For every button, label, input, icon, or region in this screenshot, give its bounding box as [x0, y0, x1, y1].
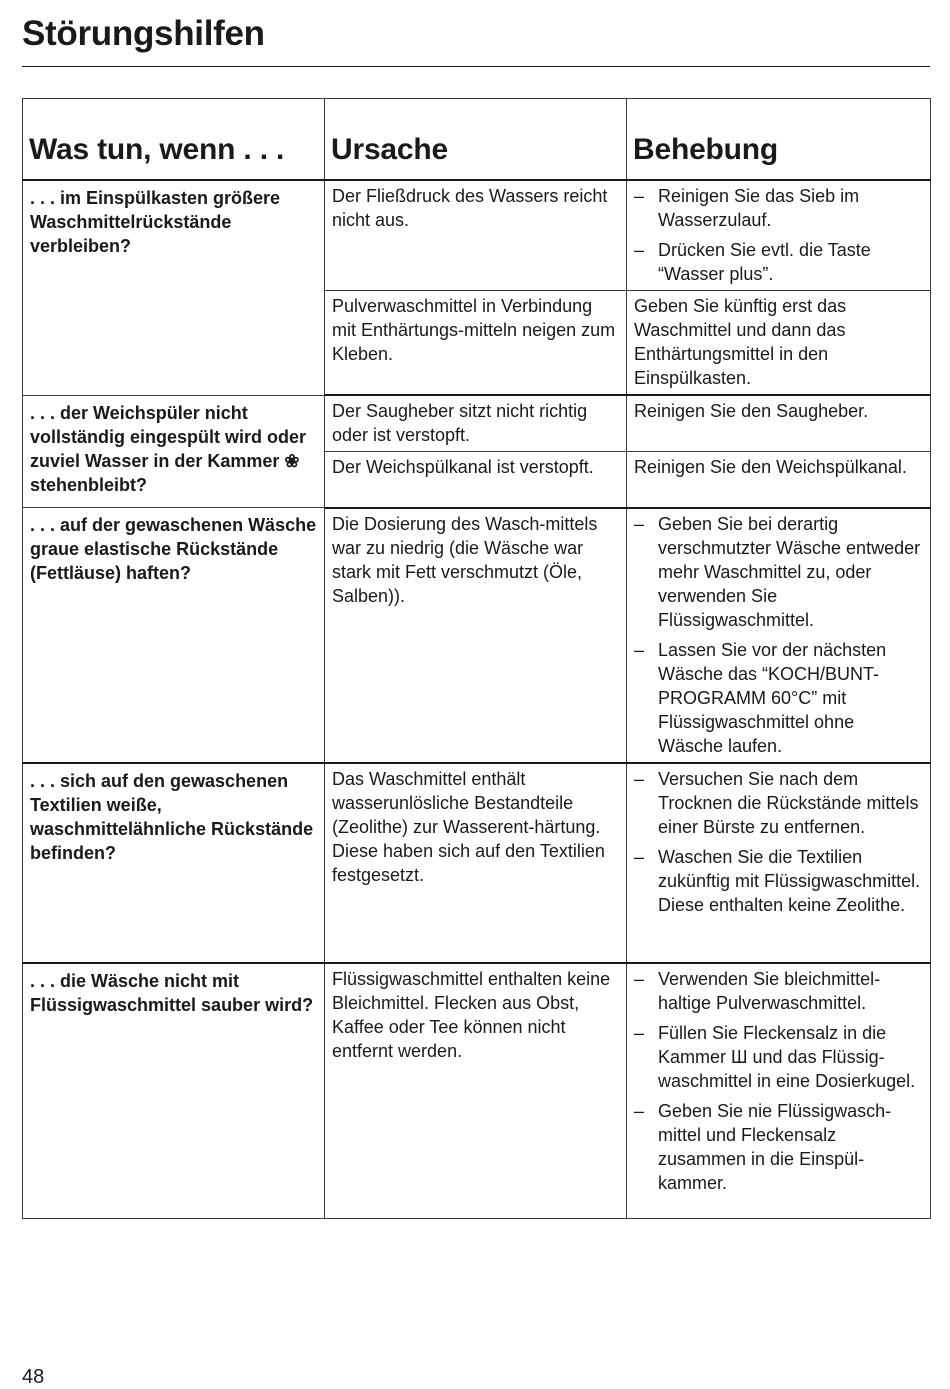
fix-list-item	[634, 1021, 924, 1093]
fix-cell	[627, 395, 931, 452]
page-number: 48	[22, 1366, 45, 1388]
cause-cell: Der Weichspülkanal ist verstopft.	[325, 452, 627, 508]
table-row	[23, 763, 931, 963]
fix-text: Geben Sie bei derartig verschmutzter Wäsche entweder mehr Waschmittel zu, oder verwenden Sie Flüssigwaschmittel.	[658, 513, 921, 630]
header-fix-label: Behebung	[633, 133, 779, 166]
fix-cell	[627, 508, 931, 763]
troubleshooting-table	[22, 98, 931, 1219]
table-row	[23, 508, 931, 763]
dash-bullet-icon: –	[634, 846, 645, 867]
header-fix	[627, 99, 931, 181]
cause-cell: Flüssigwaschmittel enthalten keine Bleichmittel. Flecken aus Obst, Kaffee oder Tee können nicht entfernt werden.	[325, 963, 627, 1219]
dash-bullet-icon: –	[634, 768, 645, 789]
fix-cell	[627, 763, 931, 963]
cause-cell: Der Saugheber sitzt nicht richtig oder ist verstopft.	[325, 395, 627, 452]
fix-list	[634, 512, 924, 758]
fix-text: Lassen Sie vor der nächsten Wäsche das “KOCH/BUNT-PROGRAMM 60°C” mit Flüssigwaschmittel ohne Wäsche laufen.	[658, 639, 887, 756]
fix-text: Drücken Sie evtl. die Taste “Wasser plus”.	[658, 240, 871, 284]
case-cell: . . . im Einspülkasten größere Waschmittelrückstände verbleiben?	[23, 180, 325, 395]
fix-list-item	[634, 1099, 924, 1195]
dash-bullet-icon: –	[634, 968, 645, 989]
fix-cell	[627, 180, 931, 291]
fix-cell	[627, 452, 931, 508]
fix-list-item	[634, 512, 924, 632]
fix-list-item	[634, 845, 924, 917]
fix-cell	[627, 291, 931, 396]
page-title: Störungshilfen	[22, 14, 265, 53]
fix-cell	[627, 963, 931, 1219]
header-case	[23, 99, 325, 181]
dash-bullet-icon: –	[634, 513, 645, 534]
table-row	[23, 180, 931, 291]
fix-text: Verwenden Sie bleichmittel-haltige Pulverwaschmittel.	[658, 968, 881, 1013]
fix-list-item	[634, 767, 924, 839]
fix-text: Geben Sie künftig erst das Waschmittel und dann das Enthärtungsmittel in den Einspülkasten.	[634, 296, 847, 388]
dash-bullet-icon: –	[634, 1022, 645, 1043]
title-divider	[22, 66, 930, 67]
case-cell: . . . sich auf den gewaschenen Textilien weiße, waschmittelähnliche Rückstände befinden?	[23, 763, 325, 963]
fix-text: Reinigen Sie den Saugheber.	[634, 401, 869, 421]
table-header-row	[23, 99, 931, 181]
dash-bullet-icon: –	[634, 639, 645, 660]
fix-list-item	[634, 638, 924, 758]
fix-text: Geben Sie nie Flüssigwasch-mittel und Fleckensalz zusammen in die Einspül-kammer.	[658, 1100, 892, 1193]
fix-text: Waschen Sie die Textilien zukünftig mit Flüssigwaschmittel. Diese enthalten keine Zeolithe.	[658, 846, 921, 915]
fix-list-item	[634, 967, 924, 1015]
fix-text: Reinigen Sie den Weichspülkanal.	[634, 457, 907, 477]
case-cell: . . . auf der gewaschenen Wäsche graue elastische Rückstände (Fettläuse) haften?	[23, 508, 325, 763]
header-cause-label: Ursache	[331, 133, 449, 166]
fix-text: Reinigen Sie das Sieb im Wasserzulauf.	[658, 186, 860, 230]
cause-cell: Die Dosierung des Wasch-mittels war zu niedrig (die Wäsche war stark mit Fett verschmutzt (Öle, Salben)).	[325, 508, 627, 763]
fix-list	[634, 967, 924, 1195]
fix-text: Versuchen Sie nach dem Trocknen die Rückstände mittels einer Bürste zu entfernen.	[658, 768, 919, 837]
fix-list-item	[634, 184, 924, 232]
dash-bullet-icon: –	[634, 1100, 645, 1121]
fix-list	[634, 184, 924, 286]
cause-cell: Das Waschmittel enthält wasserunlösliche Bestandteile (Zeolithe) zur Wasserent-härtung. Diese haben sich auf den Textilien festgesetzt.	[325, 763, 627, 963]
fix-text: Füllen Sie Fleckensalz in die Kammer Ш und das Flüssig-waschmittel in eine Dosierkugel.	[658, 1022, 916, 1091]
dash-bullet-icon: –	[634, 240, 645, 260]
fix-list	[634, 767, 924, 917]
table-row	[23, 963, 931, 1219]
header-cause	[325, 99, 627, 181]
header-case-label: Was tun, wenn . . .	[29, 133, 285, 166]
table-body	[23, 180, 931, 1219]
case-cell: . . . die Wäsche nicht mit Flüssigwaschmittel sauber wird?	[23, 963, 325, 1219]
table-row	[23, 395, 931, 452]
fix-list-item	[634, 238, 924, 286]
dash-bullet-icon: –	[634, 186, 645, 206]
cause-cell: Pulverwaschmittel in Verbindung mit Enthärtungs-mitteln neigen zum Kleben.	[325, 291, 627, 396]
cause-cell: Der Fließdruck des Wassers reicht nicht aus.	[325, 180, 627, 291]
case-cell: . . . der Weichspüler nicht vollständig eingespült wird oder zuviel Wasser in der Kammer ❀ stehenbleibt?	[23, 395, 325, 508]
